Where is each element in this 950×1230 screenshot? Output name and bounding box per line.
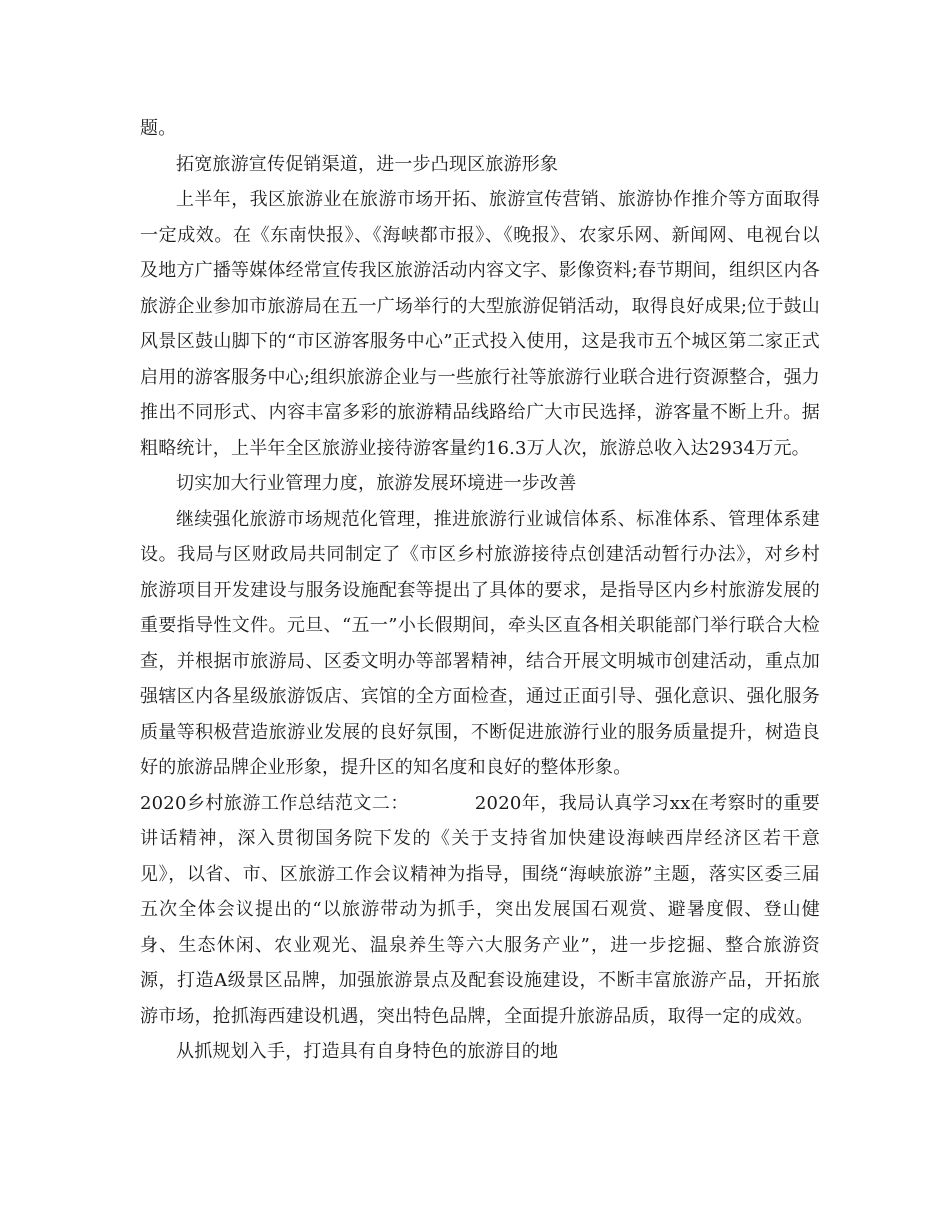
paragraph-promotion: 上半年，我区旅游业在旅游市场开拓、旅游宣传营销、旅游协作推介等方面取得一定成效。在《东南快报》、《海峡都市报》、《晚报》、农家乐网、新闻网、电视台以及地方广播等媒体经常宣传我区旅游活动内容文字、影像资料;春节期间，组织区内各旅游企业参加市旅游局在五一广场举行的大型旅游促销活动，取得良好成果;位于鼓山风景区鼓山脚下的“市区游客服务中心”正式投入使用，这是我市五个城区第二家正式启用的游客服务中心;组织旅游企业与一些旅行社等旅游行业联合进行资源整合，强力推出不同形式、内容丰富多彩的旅游精品线路给广大市民选择，游客量不断上升。据粗略统计，上半年全区旅游业接待游客量约16.3万人次，旅游总收入达2934万元。 <box>140 189 820 459</box>
paragraph-sample-two <box>140 786 820 1035</box>
document-body <box>140 111 820 1070</box>
sample-two-label: 2020乡村旅游工作总结范文二： <box>140 792 409 814</box>
section-heading-promotion: 拓宽旅游宣传促销渠道，进一步凸现区旅游形象 <box>176 153 559 175</box>
paragraph-management: 继续强化旅游市场规范化管理，推进旅游行业诚信体系、标准体系、管理体系建设。我局与区财政局共同制定了《市区乡村旅游接待点创建活动暂行办法》，对乡村旅游项目开发建设与服务设施配套等提出了具体的要求，是指导区内乡村旅游发展的重要指导性文件。元旦、“五一”小长假期间，牵头区直各相关职能部门举行联合大检查，并根据市旅游局、区委文明办等部署精神，结合开展文明城市创建活动，重点加强辖区内各星级旅游饭店、宾馆的全方面检查，通过正面引导、强化意识、强化服务质量等积极营造旅游业发展的良好氛围，不断促进旅游行业的服务质量提升，树造良好的旅游品牌企业形象，提升区的知名度和良好的整体形象。 <box>140 508 820 778</box>
section-heading-planning: 从抓规划入手，打造具有自身特色的旅游目的地 <box>176 1041 559 1062</box>
sample-two-body: 2020年，我局认真学习xx在考察时的重要讲话精神，深入贯彻国务院下发的《关于支持省加快建设海峡西岸经济区若干意见》，以省、市、区旅游工作会议精神为指导，围绕“海峡旅游”主题，落实区委三届五次全体会议提出的“以旅游带动为抓手，突出发展国石观赏、避暑度假、登山健身、生态休闲、农业观光、温泉养生等六大服务产业”，进一步挖掘、整合旅游资源，打造A级景区品牌，加强旅游景点及配套设施建设，不断丰富旅游产品，开拓旅游市场，抢抓海西建设机遇，突出特色品牌，全面提升旅游品质，取得一定的成效。 <box>140 792 821 1027</box>
section-heading-management: 切实加大行业管理力度，旅游发展环境进一步改善 <box>176 473 577 494</box>
paragraph-continuation: 题。 <box>140 118 177 139</box>
